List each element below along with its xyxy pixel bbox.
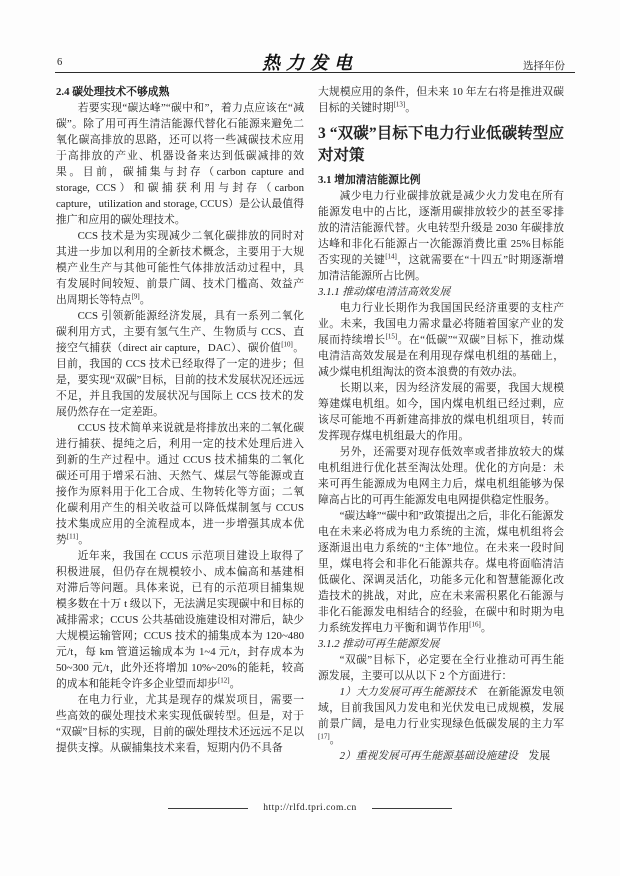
paragraph: 若要实现“碳达峰”“碳中和”，着力点应该在“减碳”。除了用可再生清洁能源代替化石能源来避免二氧化碳高排放的思路，还可以将一些减碳技术应用于高排放的产业、机器设备来达到低碳减排的效果。目前，碳捕集与封存（carbon capture and storage, CCS）和碳捕获利用与封存（carbon capture，utilization and storage, CCUS）是公认最值得推广和应用的碳处理技术。: [56, 102, 304, 226]
list-item-lead: 2）重视发展可再生能源基础设施建设: [339, 750, 518, 762]
section-heading-3: 3 “双碳”目标下电力行业低碳转型应对对策: [318, 125, 564, 164]
paragraph-continuation: 大规模应用的条件，但未来 10 年左右将是推进双碳目标的关键时期[13]。: [318, 86, 564, 114]
paragraph: “双碳”目标下，必定要在全行业推动可再生能源发展，主要可以从以下 2 个方面进行：: [318, 654, 564, 682]
journal-logo: 热力发电: [262, 53, 358, 73]
paragraph: CCS 引领新能源经济发展，具有一系列二氧化碳利用方式，主要有氢气生产、生物质与 CCS、直接空气捕获（direct air capture，DAC）、碳价值[10]。目前，我国的 CCS 技术已经取得了一定的进步；但是，要实现“双碳”目标，目前的技术发展状况还远远不足，并且我国的发展状况与国际上 CCS 技术的发展仍然存在一定差距。: [56, 310, 305, 418]
footer-divider-right: [372, 808, 452, 809]
left-column: [56, 84, 304, 756]
list-item-lead: 1）大力发展可再生能源技术: [339, 686, 477, 698]
footer-divider-left: [168, 808, 248, 809]
paragraph: 另外，还需要对现存低效率或者排放较大的煤电机组进行优化甚至淘汰处理。优化的方向是：未来可再生能源成为电网主力后，煤电机组能够为保障高占比的可再生能源发电电网提供稳定性服务。: [318, 446, 564, 506]
list-item-text: 在新能源发电领域，目前我国风力发电和光伏发电已成规模，发展前景广阔，是电力行业实现绿色低碳发展的主力军[17]。: [318, 686, 564, 746]
paragraph: 近年来，我国在 CCUS 示范项目建设上取得了积极进展，但仍存在规模较小、成本偏高和基建相对滞后等问题。具体来说，已有的示范项目捕集规模多数在十万 t 级以下，无法满足实现碳中和目标的减排需求；CCUS 公共基础设施建设相对滞后，缺少大规模运输管网；CCUS 技术的捕集成本为 120~480 元/t，每 km 管道运输成本为 1~4 元/t，封存成本为 50~300 元/t，此外还将增加 10%~20%的能耗，较高的成本和能耗令许多企业望而却步[12]。: [56, 550, 304, 690]
subsection-heading-2-4: 2.4 碳处理技术不够成熟: [56, 86, 170, 98]
journal-url: http://rlfd.tpri.com.cn: [263, 803, 357, 813]
right-column: [318, 84, 564, 764]
list-item-text: 发展: [517, 750, 551, 762]
subsection-heading-3-1: 3.1 增加清洁能源比例: [318, 174, 421, 186]
paragraph: 在电力行业，尤其是现存的煤炭项目，需要一些高效的碳处理技术来实现低碳转型。但是，对于“双碳”目标的实现，目前的碳处理技术还远远不足以提供支撑。从碳捕集技术来看，短期内仍不具备: [56, 694, 304, 754]
paragraph: 减少电力行业碳排放就是减少火力发电在所有能源发电中的占比，逐渐用碳排放较少的甚至零排放的清洁能源代替。火电转型升级是 2030 年碳排放达峰和非化石能源占一次能源消费比重 25%目标能否实现的关键[14]，这就需要在“十四五”时期逐渐增加清洁能源所占比例。: [318, 190, 564, 282]
paragraph: CCS 技术是为实现减少二氧化碳排放的同时对其进一步加以利用的全新技术概念，主要用于大规模产业生产与其他可能性气体排放活动过程中，具有发展时间较短、前景广阔、技术门槛高、效益产出周期长等特点[9]。: [56, 230, 304, 306]
list-item-2: [318, 748, 564, 764]
year-selector-link[interactable]: 选择年份: [523, 61, 565, 72]
page-footer: [0, 803, 620, 813]
subsubsection-heading-3-1-1: 3.1.1 推动煤电清洁高效发展: [318, 286, 451, 298]
header-divider: [55, 72, 575, 73]
paragraph: “碳达峰”“碳中和”政策提出之后，非化石能源发电在未来必将成为电力系统的主流，煤电机组将会逐渐退出电力系统的“主体”地位。在未来一段时间里，煤电将会和非化石能源共存。煤电将面临清洁低碳化、深调灵活化，功能多元化和智慧能源化改造技术的挑战，对此，应在未来需积累化石能源与非化石能源发电相结合的经验，在碳中和时期为电力系统发挥电力平衡和调节作用[16]。: [318, 510, 564, 634]
paragraph: 电力行业长期作为我国国民经济重要的支柱产业。未来，我国电力需求量必将随着国家产业的发展而持续增长[15]。在“低碳”“双碳”目标下，推动煤电清洁高效发展是在利用现存煤电机组的基础上，减少煤电机组淘汰的资本浪费的有效办法。: [318, 302, 564, 378]
paragraph: CCUS 技术简单来说就是将排放出来的二氧化碳进行捕获、提纯之后，利用一定的技术处理后进入到新的生产过程中。通过 CCUS 技术捕集的二氧化碳还可用于增采石油、天然气、煤层气等能源或直接作为原料用于化工合成、生物转化等方面；二氧化碳利用产生的相关收益可以降低煤制氢与 CCUS 技术集成应用的全流程成本，进一步增强其成本优势[11]。: [56, 422, 304, 546]
paragraph: 长期以来，因为经济发展的需要，我国大规模筹建煤电机组。如今，国内煤电机组已经过剩，应该尽可能地不再新建高排放的煤电机组项目，转而发挥现存煤电机组最大的作用。: [318, 382, 564, 442]
subsubsection-heading-3-1-2: 3.1.2 推动可再生能源发展: [318, 638, 440, 650]
page-number: 6: [57, 57, 63, 68]
list-item-1: [318, 684, 564, 748]
